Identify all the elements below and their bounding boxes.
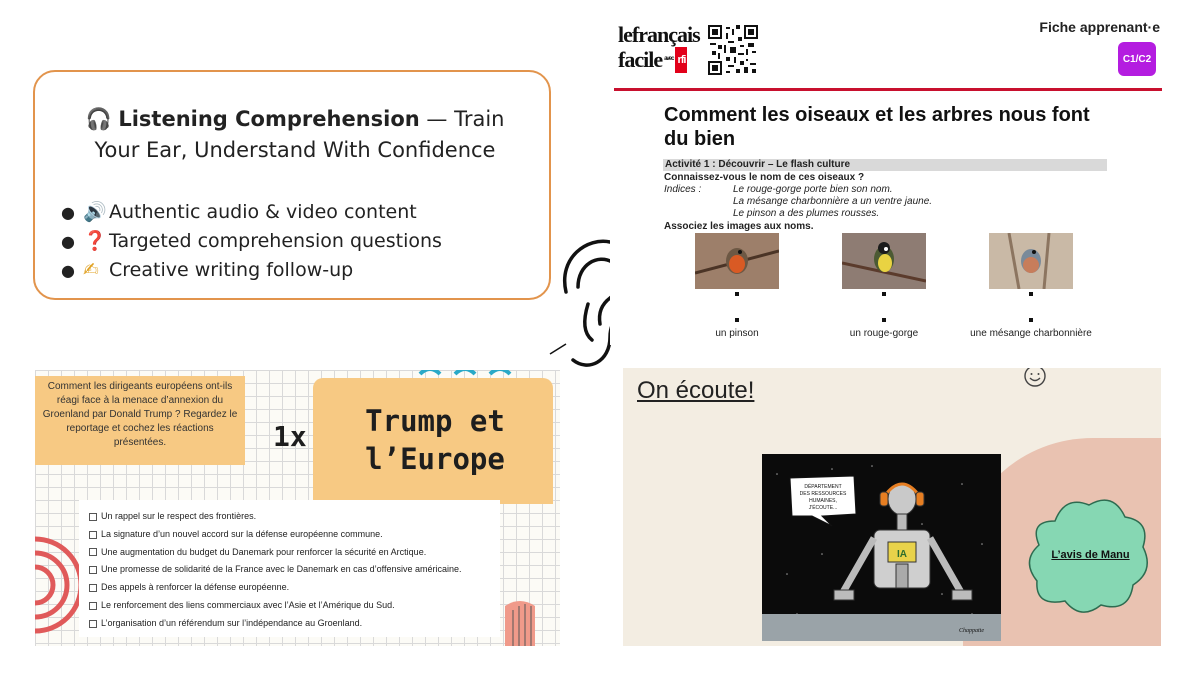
hint-text: Le pinson a des plumes rousses.: [733, 208, 880, 219]
list-item: [89, 615, 500, 633]
bullet-dot: ●: [61, 261, 75, 280]
listening-title-bold: Listening Comprehension: [118, 107, 420, 131]
avis-de-manu-link[interactable]: L’avis de Manu: [1051, 549, 1130, 561]
feature-list: [61, 198, 529, 285]
checkbox-label: Le renforcement des liens commerciaux avec l’Asie et l’Amérique du Sud.: [101, 599, 395, 610]
listening-title-rest: — Train Your Ear, Understand With Confidence: [94, 107, 505, 162]
match-dot[interactable]: [1029, 292, 1033, 296]
on-ecoute-panel: [623, 368, 1161, 646]
checkbox-label: Un rappel sur le respect des frontières.: [101, 511, 257, 521]
header-divider: [614, 88, 1162, 91]
qr-code-icon[interactable]: [708, 25, 758, 75]
listening-title: [61, 104, 529, 166]
level-badge: C1/C2: [1118, 42, 1156, 76]
bubble-text: DÉPARTEMENT: [804, 484, 842, 490]
checkbox-label: Des appels à renforcer la défense européenne.: [101, 582, 290, 593]
bubble-text: HUMAINES,: [809, 498, 837, 504]
play-count: 1x: [273, 420, 307, 453]
speaker-icon: 🔊: [83, 201, 107, 223]
fiche-title: Comment les oiseaux et les arbres nous font du bien: [664, 104, 1090, 150]
cartoon-signature: Chappatte: [959, 628, 984, 634]
rfi-logo: rfi: [675, 47, 687, 73]
list-item: [89, 508, 500, 526]
ecoute-title[interactable]: On écoute!: [637, 377, 755, 404]
trump-title: Trump et l’Europe: [365, 404, 505, 476]
list-item: [89, 579, 500, 597]
logo-line1: lefrançais: [618, 22, 700, 47]
bird-name: un rouge-gorge: [849, 328, 919, 339]
bubble-text: J'ÉCOUTE...: [808, 505, 838, 511]
feature-text: Authentic audio & video content: [109, 201, 417, 223]
smiley-icon: [1023, 368, 1047, 388]
associate-instruction: Associez les images aux noms.: [664, 221, 814, 232]
match-dot[interactable]: [882, 292, 886, 296]
bird-name: un pinson: [715, 328, 759, 339]
checkbox[interactable]: [89, 584, 97, 592]
writing-hand-icon: ✍: [83, 259, 99, 281]
hint-text: La mésange charbonnière a un ventre jaune.: [733, 196, 933, 207]
activity-heading: Activité 1 : Découvrir – Le flash culture: [663, 159, 1107, 171]
checkbox[interactable]: [89, 620, 97, 628]
francais-facile-logo: [618, 23, 700, 73]
fiche-type-label: Fiche apprenant·e: [1039, 19, 1160, 35]
trump-europe-worksheet: [35, 370, 560, 646]
feature-text: Creative writing follow-up: [109, 259, 354, 281]
match-dot[interactable]: [882, 318, 886, 322]
bird-name: une mésange charbonnière: [970, 328, 1092, 339]
logo-line2: [618, 47, 700, 73]
checkbox-label: L’organisation d’un référendum sur l’indépendance au Groenland.: [101, 617, 363, 628]
checkbox[interactable]: [89, 602, 97, 610]
bullet-dot: ●: [61, 203, 75, 222]
logo-avec: avec: [664, 56, 674, 62]
checkbox-label: La signature d’un nouvel accord sur la défense européenne commune.: [101, 528, 383, 539]
checkbox-list: [79, 500, 500, 637]
chaffinch-photo: [989, 233, 1073, 289]
great-tit-photo: [842, 233, 926, 289]
question-mark-icon: ❓: [83, 230, 107, 252]
list-item: [61, 227, 529, 256]
list-item: [89, 597, 500, 615]
checkbox[interactable]: [89, 531, 97, 539]
checkbox[interactable]: [89, 548, 97, 556]
feature-text: Targeted comprehension questions: [109, 230, 442, 252]
checkbox-label: Une promesse de solidarité de la France avec le Danemark en cas d’offensive américaine.: [101, 564, 462, 575]
hint-text: Le rouge-gorge porte bien son nom.: [733, 184, 893, 195]
bubble-text: DES RESSOURCES: [799, 491, 847, 497]
fiche-apprenant: [610, 15, 1170, 345]
list-item: [89, 561, 500, 579]
bullet-dot: ●: [61, 232, 75, 251]
match-dot[interactable]: [735, 318, 739, 322]
list-item: [89, 544, 500, 562]
checkbox[interactable]: [89, 513, 97, 521]
checkbox-label: Une augmentation du budget du Danemark pour renforcer la sécurité en Arctique.: [101, 546, 427, 557]
indices-label: Indices :: [664, 184, 702, 195]
match-dot[interactable]: [1029, 318, 1033, 322]
list-item: [89, 526, 500, 544]
list-item: [61, 256, 529, 285]
robot-cartoon: [762, 454, 1001, 641]
logo-facile: facile: [618, 47, 663, 72]
headphones-icon: 🎧: [85, 107, 112, 131]
list-item: [61, 198, 529, 227]
trump-question: Comment les dirigeants européens ont-ils réagi face à la menace d’annexion du Groenland par Donald Trump ? Regardez le reportage et cochez les réactions présentées.: [35, 376, 245, 465]
match-dot[interactable]: [735, 292, 739, 296]
robin-photo: [695, 233, 779, 289]
listening-comprehension-card: [33, 70, 551, 300]
checkbox[interactable]: [89, 566, 97, 574]
ia-badge: IA: [897, 549, 907, 560]
activity-question: Connaissez-vous le nom de ces oiseaux ?: [664, 172, 865, 183]
